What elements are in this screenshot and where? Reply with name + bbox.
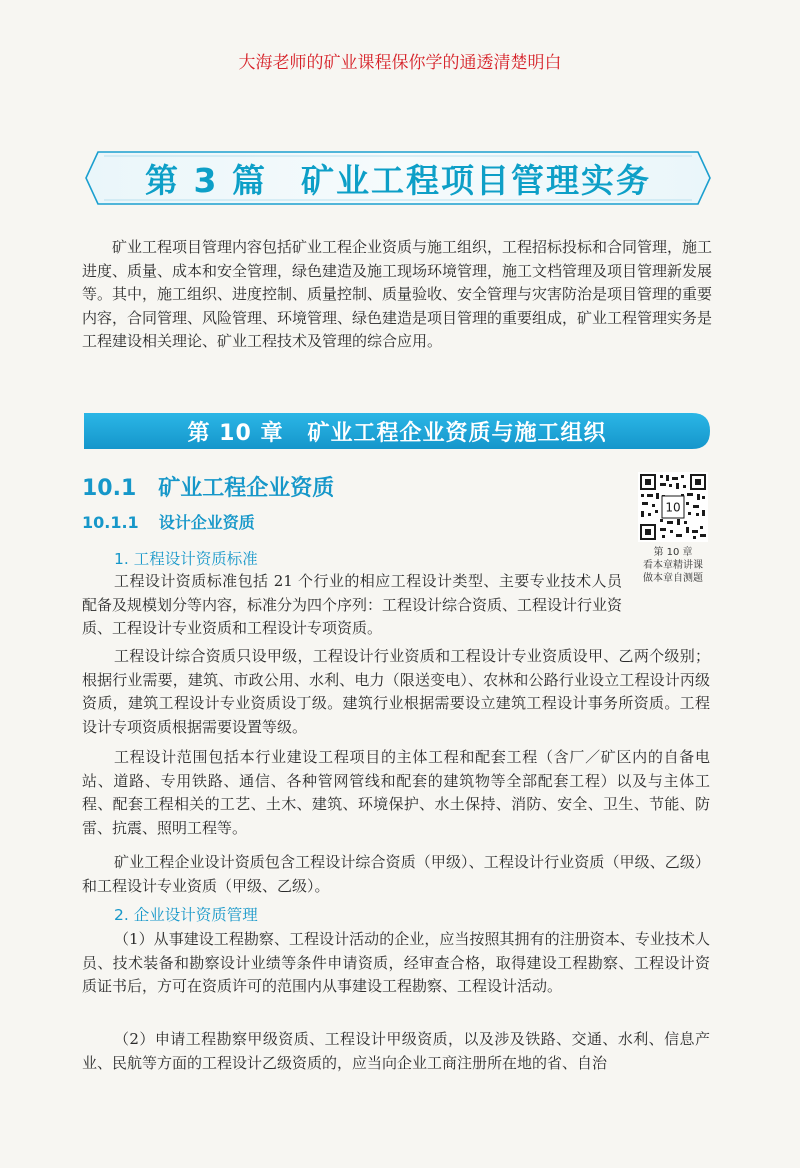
section-title: 矿业工程企业资质 [158, 476, 335, 501]
part-name: 矿业工程项目管理实务 [300, 160, 651, 200]
paragraph-design-scope: 工程设计范围包括本行业建设工程项目的主体工程和配套工程（含厂／矿区内的自备电站、道路、专用铁路、通信、各种管网管线和配套的建筑物等全部配套工程）以及与主体工程、配套工程相关的工艺、土木、建筑、环境保护、水土保持、消防、安全、卫生、节能、防雷、抗震、照明工程等。 [82, 748, 710, 837]
paragraph-item-2: （2）申请工程勘察甲级资质、工程设计甲级资质，以及涉及铁路、交通、水利、信息产业、民航等方面的工程设计乙级资质的，应当向企业工商注册所在地的省、自治 [82, 1030, 710, 1072]
qr-center-label: 10 [665, 500, 681, 515]
paragraph-standard-intro: 工程设计资质标准包括 21 个行业的相应工程设计类型、主要专业技术人员配备及规模划分等内容，标准分为四个序列：工程设计综合资质、工程设计行业资质、工程设计专业资质和工程设计专项资质。 [82, 572, 623, 638]
qr-caption-lecture: 看本章精讲课 [643, 560, 703, 571]
intro-paragraph: 矿业工程项目管理内容包括矿业工程企业资质与施工组织，工程招标投标和合同管理，施工进度、质量、成本和安全管理，绿色建造及施工现场环境管理，施工文档管理及项目管理新发展等。其中，施工组织、进度控制、质量控制、质量验收、安全管理与灾害防治是项目管理的重要内容，合同管理、风险管理、环境管理、绿色建造是项目管理的重要组成，矿业工程管理实务是工程建设相关理论、矿业工程技术及管理的综合应用。 [82, 238, 713, 351]
paragraph-grade-levels: 工程设计综合资质只设甲级，工程设计行业资质和工程设计专业资质设甲、乙两个级别；根据行业需要，建筑、市政公用、水利、电力（限送变电）、农林和公路行业设立工程设计丙级资质，建筑工程设计专业资质设丁级。建筑行业根据需要设立建筑工程设计事务所资质。工程设计专项资质根据需要设置等级。 [82, 647, 710, 736]
chapter-name: 矿业工程企业资质与施工组织 [307, 420, 607, 446]
section-number: 10.1 [82, 476, 137, 501]
part-number: 第 3 篇 [145, 160, 267, 200]
heading-qualification-management: 2. 企业设计资质管理 [114, 906, 258, 924]
subsection-number: 10.1.1 [82, 513, 139, 532]
paragraph-item-1: （1）从事建设工程勘察、工程设计活动的企业，应当按照其拥有的注册资本、专业技术人员、技术装备和勘察设计业绩等条件申请资质，经审查合格，取得建设工程勘察、工程设计资质证书后，方可在资质许可的范围内从事建设工程勘察、工程设计活动。 [82, 930, 710, 996]
watermark-text: 大海老师的矿业课程保你学的通透清楚明白 [238, 53, 562, 73]
part-title [84, 150, 712, 206]
qr-code-block[interactable] [638, 472, 708, 585]
chapter-title [84, 413, 710, 449]
qr-caption-test: 做本章自测题 [643, 573, 703, 584]
chapter-banner [84, 413, 710, 449]
section-heading [82, 471, 334, 502]
part-banner [84, 150, 712, 206]
paragraph-mining-qualification: 矿业工程企业设计资质包含工程设计综合资质（甲级）、工程设计行业资质（甲级、乙级）和工程设计专业资质（甲级、乙级）。 [82, 853, 710, 895]
qr-caption-chapter: 第 10 章 [653, 547, 693, 558]
qr-code-icon[interactable] [638, 472, 708, 542]
qr-caption [633, 546, 713, 585]
heading-design-standard: 1. 工程设计资质标准 [114, 550, 258, 568]
chapter-number: 第 10 章 [187, 420, 284, 446]
subsection-heading [82, 510, 255, 533]
subsection-title: 设计企业资质 [158, 513, 255, 532]
